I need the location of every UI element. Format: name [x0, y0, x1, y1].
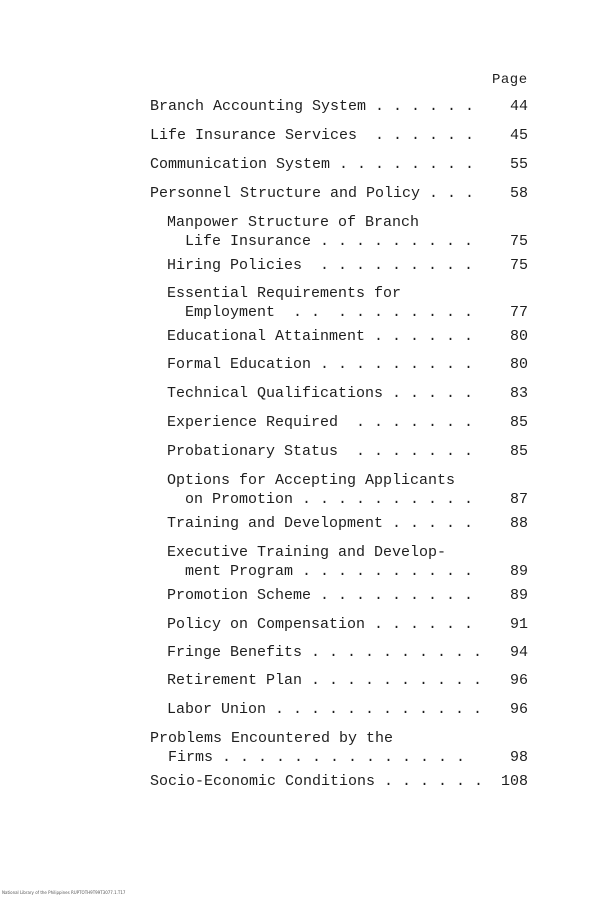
toc-entry: [0, 514, 606, 533]
toc-entry: [0, 155, 606, 174]
toc-entry-page-number: 80: [509, 356, 528, 373]
toc-entry-title: Educational Attainment . . . . . .: [167, 328, 474, 345]
toc-entry-page-number: 45: [509, 127, 528, 144]
toc-entry-title: Employment . . . . . . . . . .: [167, 304, 474, 321]
toc-entry-page-number: 85: [509, 414, 528, 431]
toc-entry: [0, 355, 606, 374]
toc-entry-title: Training and Development . . . . .: [167, 515, 474, 532]
toc-entry-page-number: 96: [509, 672, 528, 689]
toc-entry-title: Probationary Status . . . . . . .: [167, 443, 474, 460]
toc-entry-title: Essential Requirements for: [167, 285, 402, 302]
toc-entry: [0, 97, 606, 116]
toc-entry-page-number: 77: [509, 304, 528, 321]
toc-entry: [0, 384, 606, 403]
toc-entry: [0, 413, 606, 432]
toc-entry-page-number: 75: [509, 233, 528, 250]
toc-entry: [0, 213, 606, 251]
toc-entry: [0, 643, 606, 662]
toc-entry: [0, 256, 606, 275]
toc-entry-page-number: 89: [509, 587, 528, 604]
toc-entry-page-number: 58: [509, 185, 528, 202]
toc-entry-title: Experience Required . . . . . . .: [167, 414, 474, 431]
toc-entry: [0, 615, 606, 634]
toc-entry: [0, 729, 606, 767]
toc-entry: [0, 327, 606, 346]
toc-entry: [0, 543, 606, 581]
toc-entry-title: Formal Education . . . . . . . . .: [167, 356, 474, 373]
toc-entry-page-number: 85: [509, 443, 528, 460]
toc-entry-title: Executive Training and Develop-: [167, 544, 447, 561]
toc-entry-title: Promotion Scheme . . . . . . . . .: [167, 587, 474, 604]
toc-entry-page-number: 80: [509, 328, 528, 345]
toc-entry-title: Technical Qualifications . . . . .: [167, 385, 474, 402]
toc-entry-title: Communication System . . . . . . . .: [150, 156, 475, 173]
toc-entry: [0, 772, 606, 791]
toc-entry-page-number: 94: [509, 644, 528, 661]
toc-entry-page-number: 87: [509, 491, 528, 508]
toc-entry-title: Manpower Structure of Branch: [167, 214, 420, 231]
toc-entry-title: Problems Encountered by the: [150, 730, 394, 747]
toc-entry: [0, 471, 606, 509]
library-footer-stamp: National Library of the Philippines RUPTOTH9T99T3077.1.T17: [2, 890, 126, 895]
page-column-label: Page: [492, 72, 528, 88]
toc-entry-title: Labor Union . . . . . . . . . . . .: [167, 701, 483, 718]
toc-entry-title: Hiring Policies . . . . . . . . .: [167, 257, 474, 274]
toc-entry-title: Options for Accepting Applicants: [167, 472, 456, 489]
toc-entry-page-number: 96: [509, 701, 528, 718]
toc-entry-title: Personnel Structure and Policy . . .: [150, 185, 475, 202]
toc-entry: [0, 671, 606, 690]
toc-entry-title: Branch Accounting System . . . . . .: [150, 98, 475, 115]
toc-entry-page-number: 91: [509, 616, 528, 633]
toc-entry-page-number: 89: [509, 563, 528, 580]
toc-entry: [0, 442, 606, 461]
toc-entry-page-number: 108: [500, 773, 528, 790]
toc-entry-title: Life Insurance Services . . . . . .: [150, 127, 475, 144]
toc-entry: [0, 586, 606, 605]
toc-entry-page-number: 55: [509, 156, 528, 173]
toc-entry-title: ment Program . . . . . . . . . .: [167, 563, 474, 580]
toc-entry: [0, 184, 606, 203]
toc-entry-title: Policy on Compensation . . . . . .: [167, 616, 474, 633]
toc-entry-title: Firms . . . . . . . . . . . . . .: [150, 749, 466, 766]
toc-entry-page-number: 44: [509, 98, 528, 115]
toc-entry-title: Socio-Economic Conditions . . . . . .: [150, 773, 484, 790]
toc-entry-page-number: 83: [509, 385, 528, 402]
toc-entry-title: on Promotion . . . . . . . . . .: [167, 491, 474, 508]
toc-entry-title: Fringe Benefits . . . . . . . . . .: [167, 644, 483, 661]
toc-entry-page-number: 88: [509, 515, 528, 532]
toc-entry-page-number: 75: [509, 257, 528, 274]
toc-entry: [0, 284, 606, 322]
toc-entry: [0, 126, 606, 145]
toc-entry-title: Life Insurance . . . . . . . . .: [167, 233, 474, 250]
toc-entry: [0, 700, 606, 719]
toc-entry-page-number: 98: [509, 749, 528, 766]
toc-entry-title: Retirement Plan . . . . . . . . . .: [167, 672, 483, 689]
